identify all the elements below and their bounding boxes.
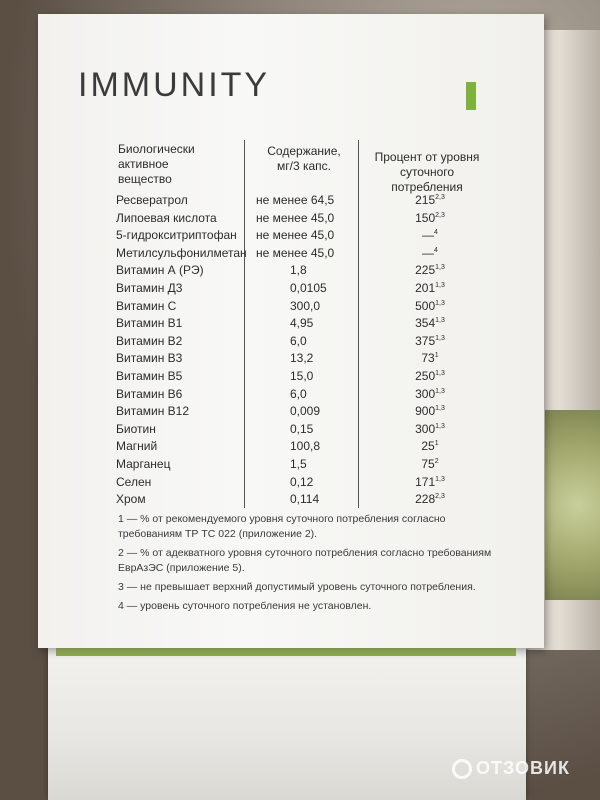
footnote-2: 2 — % от адекватного уровня суточного потребления согласно требованиям ЕврАзЭС (приложение 5). <box>118 547 492 574</box>
row-substance: Витамин В1 <box>116 316 183 331</box>
row-amount: 100,8 <box>290 439 321 454</box>
header-amount: Содержание, мг/3 капс. <box>267 144 341 173</box>
row-amount: 6,0 <box>290 333 307 348</box>
row-percent: 375$^{1,3}$ <box>415 333 445 348</box>
row-percent: 900$^{1,3}$ <box>415 404 445 419</box>
table-divider-2 <box>358 140 359 508</box>
row-percent: —$^4$ <box>422 228 438 243</box>
row-substance: Витамин В3 <box>116 351 183 366</box>
row-substance: Ресвератрол <box>116 193 188 207</box>
row-substance: Марганец <box>116 457 171 471</box>
row-amount: 0,114 <box>290 492 320 507</box>
row-substance: Витамин Д3 <box>116 281 183 295</box>
row-substance: 5-гидрокситриптофан <box>116 228 237 243</box>
row-percent: 215$^{2,3}$ <box>415 193 445 207</box>
watermark <box>452 758 570 779</box>
row-substance: Селен <box>116 474 152 489</box>
row-substance: Витамин В12 <box>116 404 190 419</box>
row-percent: 250$^{1,3}$ <box>415 369 445 383</box>
footnote-3: 3 — не превышает верхний допустимый уровень суточного потребления. <box>118 581 476 593</box>
row-substance: Витамин А (РЭ) <box>116 263 204 278</box>
row-amount: не менее 45,0 <box>256 245 335 260</box>
row-percent: 300$^{1,3}$ <box>415 386 445 401</box>
row-percent: 354$^{1,3}$ <box>415 316 445 331</box>
green-brand-mark <box>466 82 476 110</box>
row-amount: 0,009 <box>290 404 321 419</box>
row-amount: 0,15 <box>290 421 314 436</box>
row-substance: Липоевая кислота <box>116 210 217 225</box>
footnotes <box>118 512 508 618</box>
watermark-logo-icon <box>452 759 472 779</box>
row-percent: —$^4$ <box>422 245 438 260</box>
row-amount: 1,8 <box>290 263 307 278</box>
row-percent: $25^1$ <box>421 439 439 454</box>
row-amount: 0,0105 <box>290 281 327 295</box>
row-amount: 1,5 <box>290 457 307 471</box>
row-percent: 171$^{1,3}$ <box>415 474 445 489</box>
row-substance: Витамин В6 <box>116 386 183 401</box>
row-amount: не менее 64,5 <box>256 193 335 207</box>
row-substance: Витамин В5 <box>116 369 183 383</box>
row-percent: 500$^{1,3}$ <box>415 298 445 313</box>
row-percent: 201$^{1,3}$ <box>415 281 445 295</box>
row-substance: Магний <box>116 439 158 454</box>
header-substance: Биологически активное вещество <box>118 142 195 186</box>
row-substance: Витамин В2 <box>116 333 183 348</box>
row-percent: 150$^{2,3}$ <box>415 210 445 225</box>
footnote-1: 1 — % от рекомендуемого уровня суточного потребления согласно требованиям ТР ТС 022 (приложение 2). <box>118 513 446 540</box>
row-percent: 225$^{1,3}$ <box>415 263 445 278</box>
row-amount: 13,2 <box>290 351 314 366</box>
jar-contents <box>545 410 600 600</box>
row-percent: 300$^{1,3}$ <box>415 421 445 436</box>
row-percent: 228$^{2,3}$ <box>415 492 445 507</box>
brand-title: IMMUNITY <box>78 66 271 104</box>
watermark-text: ОТЗОВИК <box>476 758 570 778</box>
footnote-4: 4 — уровень суточного потребления не установлен. <box>118 600 372 612</box>
row-substance: Хром <box>116 492 146 507</box>
row-percent: $73^1$ <box>421 351 439 366</box>
row-amount: 15,0 <box>290 369 314 383</box>
row-amount: 0,12 <box>290 474 314 489</box>
row-substance: Метилсульфонилметан <box>116 245 247 260</box>
row-percent: $75^2$ <box>421 457 439 471</box>
row-substance: Витамин С <box>116 298 177 313</box>
header-percent: Процент от уровня суточного потребления <box>374 150 480 194</box>
table-divider-1 <box>244 140 245 508</box>
row-amount: не менее 45,0 <box>256 228 335 243</box>
row-amount: 4,95 <box>290 316 314 331</box>
row-amount: не менее 45,0 <box>256 210 335 225</box>
row-substance: Биотин <box>116 421 156 436</box>
row-amount: 300,0 <box>290 298 321 313</box>
row-amount: 6,0 <box>290 386 307 401</box>
